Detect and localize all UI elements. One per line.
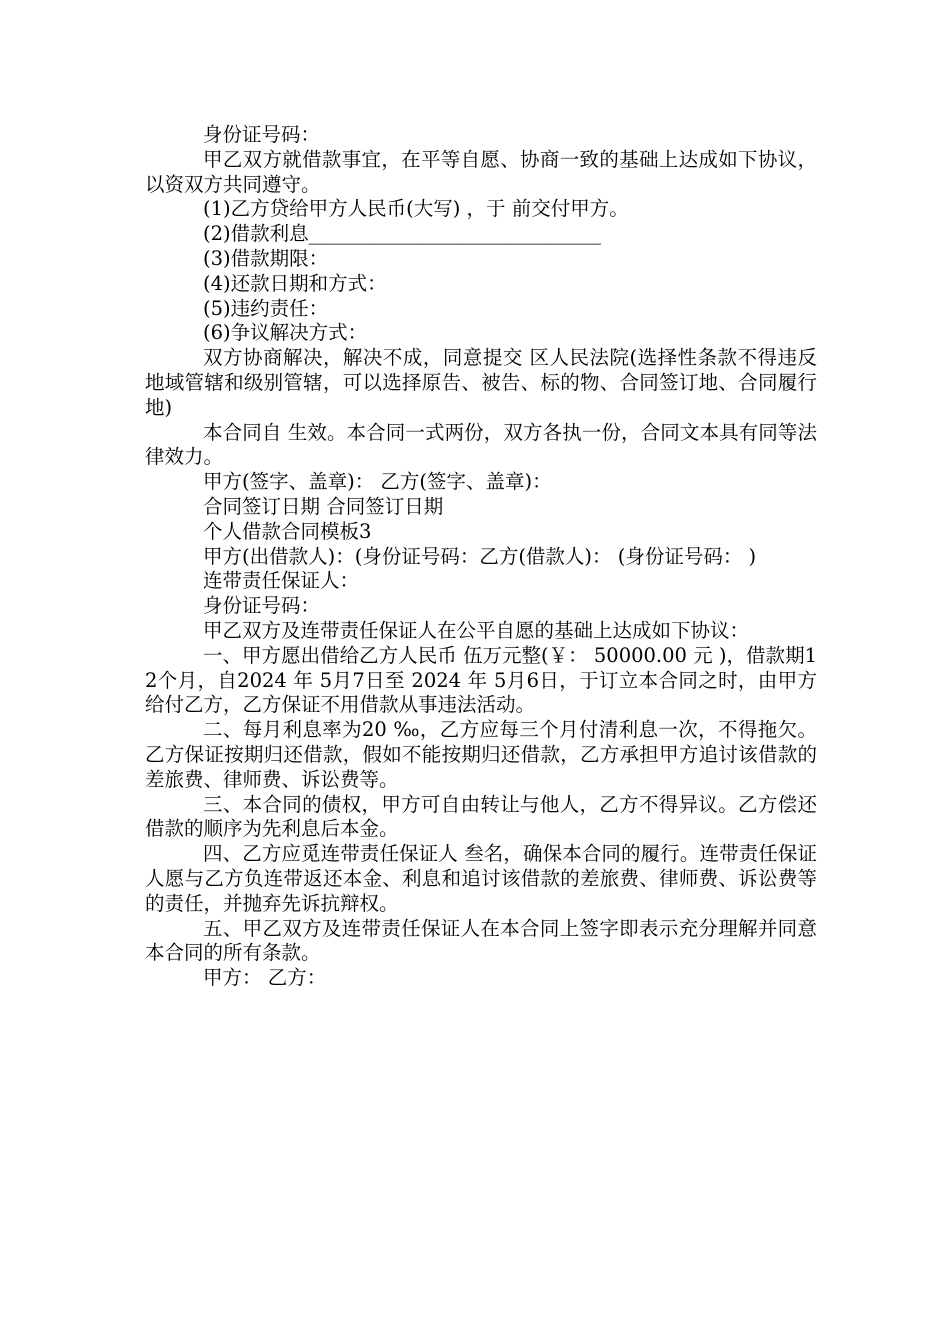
paragraph-template-title: 个人借款合同模板3 [203, 519, 372, 543]
paragraph-signing-dates: 合同签订日期 合同签订日期 [203, 494, 444, 518]
paragraph-agreement-intro-2: 甲乙双方及连带责任保证人在公平自愿的基础上达成如下协议： [203, 618, 750, 642]
paragraph-signatures: 甲方(签字、盖章)： 乙方(签字、盖章)： [203, 470, 552, 494]
paragraph-article-1: 一、甲方愿出借给乙方人民币 伍万元整(￥： 50000.00 元 )，借款期12个月，自2024 年 5月7日至 2024 年 5月6日，于订立本合同之时，由甲方给付乙方，乙方保证不用借款从事违法活动。 [145, 643, 817, 717]
paragraph-final-signatures: 甲方： 乙方： [203, 966, 327, 990]
paragraph-clause-3: (3)借款期限： [203, 246, 329, 270]
paragraph-clause-5: (5)违约责任： [203, 296, 329, 320]
paragraph-clause-6: (6)争议解决方式： [203, 321, 368, 345]
paragraph-id-number-2: 身份证号码： [203, 594, 321, 618]
paragraph-effectiveness: 本合同自 生效。本合同一式两份，双方各执一份，合同文本具有同等法律效力。 [145, 420, 817, 469]
paragraph-id-number-1: 身份证号码： [203, 123, 321, 146]
paragraph-parties: 甲方(出借款人)：(身份证号码：乙方(借款人)： (身份证号码： ) [203, 544, 757, 568]
paragraph-article-4: 四、乙方应觅连带责任保证人 叁名，确保本合同的履行。连带责任保证人愿与乙方负连带返还本金、利息和追讨该借款的差旅费、律师费、诉讼费等的责任，并抛弃先诉抗辩权。 [145, 842, 817, 915]
paragraph-article-5: 五、甲乙双方及连带责任保证人在本合同上签字即表示充分理解并同意本合同的所有条款。 [145, 916, 817, 965]
paragraph-agreement-intro: 甲乙双方就借款事宜，在平等自愿、协商一致的基础上达成如下协议，以资双方共同遵守。 [145, 147, 817, 196]
paragraph-guarantor: 连带责任保证人： [203, 569, 360, 593]
paragraph-clause-1: (1)乙方贷给甲方人民币(大写) ，于 前交付甲方。 [203, 197, 629, 221]
paragraph-article-3: 三、本合同的债权，甲方可自由转让与他人，乙方不得异议。乙方偿还借款的顺序为先利息后本金。 [145, 792, 817, 841]
document-body [145, 123, 817, 991]
paragraph-article-2: 二、每月利息率为20 ‰，乙方应每三个月付清利息一次，不得拖欠。乙方保证按期归还借款，假如不能按期归还借款，乙方承担甲方追讨该借款的差旅费、律师费、诉讼费等。 [145, 718, 817, 791]
paragraph-clause-4: (4)还款日期和方式： [203, 271, 387, 295]
paragraph-dispute-resolution: 双方协商解决，解决不成，同意提交 区人民法院(选择性条款不得违反地域管辖和级别管辖，可以选择原告、被告、标的物、合同签订地、合同履行地) [145, 346, 817, 419]
paragraph-clause-2: (2)借款利息______________________________ [203, 222, 602, 246]
